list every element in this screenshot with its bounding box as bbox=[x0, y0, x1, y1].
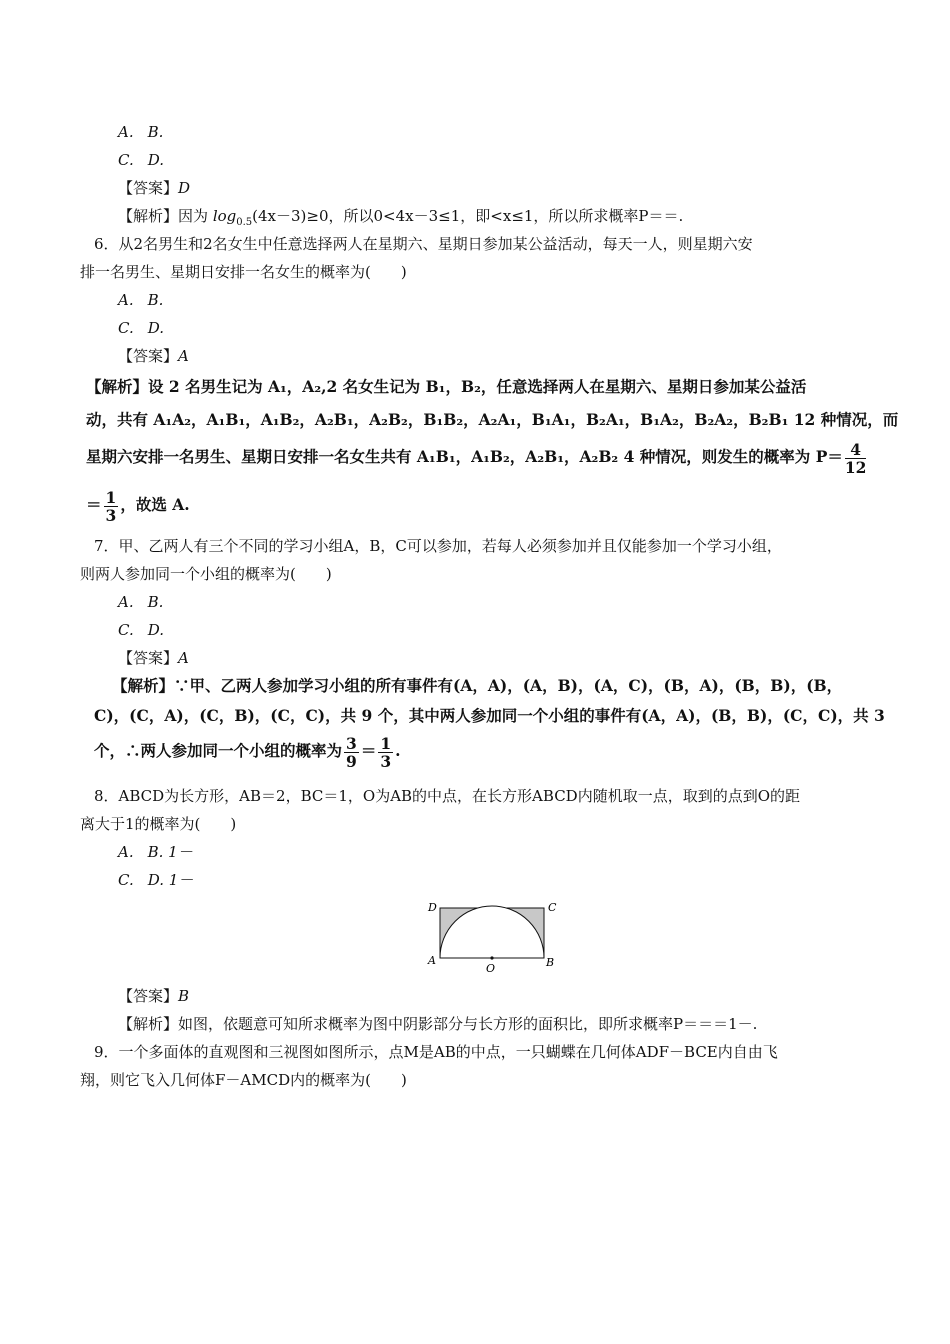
q7-answer: 【答案】A bbox=[118, 649, 189, 667]
q6-stem-line2: 排一名男生、星期日安排一名女生的概率为( ) bbox=[80, 263, 407, 281]
fraction: $\frac{1}{3}$ bbox=[105, 487, 117, 525]
q9-stem-line2: 翔，则它飞入几何体F－AMCD内的概率为( ) bbox=[80, 1071, 407, 1089]
q8-answer: 【答案】B bbox=[118, 987, 190, 1005]
q8-stem-line2: 离大于1的概率为( ) bbox=[80, 815, 237, 833]
label-c: C bbox=[548, 901, 557, 914]
q6-analysis-line1: 【解析】设 2 名男生记为 A₁，A₂,2 名女生记为 B₁，B₂，任意选择两人在星期六、星期日参加某公益活 bbox=[86, 377, 807, 396]
q5-options-cd: C. D. bbox=[118, 151, 164, 169]
q7-analysis-line2: C)，(C，A)，(C，B)，(C，C)，共 9 个，其中两人参加同一个小组的事件有(A，A)，(B，B)，(C，C)，共 3 bbox=[94, 706, 885, 725]
q6-stem-line1: 6．从2名男生和2名女生中任意选择两人在星期六、星期日参加某公益活动，每天一人，则星期六安 bbox=[94, 235, 753, 253]
q7-options-cd: C. D. bbox=[118, 621, 164, 639]
q6-options-ab: A. B. bbox=[118, 291, 164, 309]
q6-analysis-line2: 动，共有 A₁A₂，A₁B₁，A₁B₂，A₂B₁，A₂B₂，B₁B₂，A₂A₁，B₁A₁，B₂A₁，B₁A₂，B₂A₂，B₂B₁ 12 种情况，而 bbox=[86, 410, 899, 429]
label-o: O bbox=[486, 962, 496, 975]
q9-stem-line1: 9．一个多面体的直观图和三视图如图所示，点M是AB的中点，一只蝴蝶在几何体ADF－BCE内自由飞 bbox=[94, 1043, 778, 1061]
label-a: A bbox=[428, 954, 436, 967]
q8-options-cd: C. D. 1－ bbox=[118, 871, 194, 889]
q7-stem-line2: 则两人参加同一个小组的概率为( ) bbox=[80, 565, 332, 583]
q7-stem-line1: 7．甲、乙两人有三个不同的学习小组A，B，C可以参加，若每人必须参加并且仅能参加一个学习小组， bbox=[94, 537, 782, 555]
label-d: D bbox=[428, 901, 437, 914]
q5-options-ab: A. B. bbox=[118, 123, 164, 141]
q6-analysis-line4: ＝ $\frac{1}{3}$ ，故选 A. bbox=[86, 487, 190, 525]
fraction: $\frac{4}{12}$ bbox=[844, 439, 867, 477]
rectangle-semicircle-figure bbox=[424, 896, 564, 976]
q8-analysis: 【解析】如图，依题意可知所求概率为图中阴影部分与长方形的面积比，即所求概率P＝＝＝1－. bbox=[118, 1015, 758, 1033]
label-b: B bbox=[546, 956, 555, 969]
fraction: $\frac{3}{9}$ bbox=[346, 733, 357, 771]
q6-answer: 【答案】A bbox=[118, 347, 189, 365]
q5-answer: 【答案】D bbox=[118, 179, 191, 197]
midpoint-o bbox=[490, 956, 493, 959]
q7-analysis-line3: 个，∴两人参加同一个小组的概率为 $\frac{3}{9}$ ＝ $\frac{1}{3}$ . bbox=[94, 733, 401, 771]
q7-options-ab: A. B. bbox=[118, 593, 164, 611]
q5-analysis: 【解析】因为 $\log_{0.5}(4x-3)\ge 0$，所以0<4x－3≤1，即<x≤1，所以所求概率P＝＝. bbox=[118, 207, 684, 228]
q8-stem-line1: 8．ABCD为长方形，AB＝2，BC＝1，O为AB的中点，在长方形ABCD内随机取一点，取到的点到O的距 bbox=[94, 787, 800, 805]
fraction: $\frac{1}{3}$ bbox=[380, 733, 392, 771]
q6-analysis-line3: 星期六安排一名男生、星期日安排一名女生共有 A₁B₁，A₁B₂，A₂B₁，A₂B₂ 4 种情况，则发生的概率为 P＝ $\frac{4}{12}$ bbox=[86, 439, 867, 477]
q7-analysis-line1: 【解析】∵甲、乙两人参加学习小组的所有事件有(A，A)，(A，B)，(A，C)，(B，A)，(B，B)，(B， bbox=[112, 676, 843, 695]
q6-options-cd: C. D. bbox=[118, 319, 164, 337]
q8-options-ab: A. B. 1－ bbox=[118, 843, 193, 861]
